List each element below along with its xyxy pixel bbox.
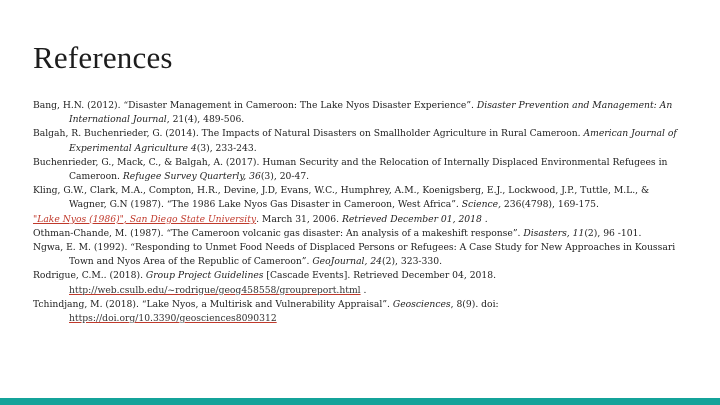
reference-item: Othman-Chande, M. (1987). “The Cameroon volcanic gas disaster: An analysis of a makeshift response”. Disasters, 11(2), 96 -101.	[33, 227, 642, 239]
doi-link[interactable]: https://doi.org/10.3390/geosciences8090312	[69, 313, 277, 325]
reference-item: Bang, H.N. (2012). “Disaster Management in Cameroon: The Lake Nyos Disaster Experience”. Disaster Prevention and Management: An International Journal, 21(4), 489-506.	[33, 100, 673, 126]
reference-item: Rodrigue, C.M.. (2018). Group Project Guidelines [Cascade Events]. Retrieved December 04, 2018. http://web.csulb.edu/~rodrigue/geog458558/groupreport.html .	[33, 270, 496, 296]
references-list	[33, 99, 685, 326]
reference-item: Buchenrieder, G., Mack, C., & Balgah, A. (2017). Human Security and the Relocation of Internally Displaced Environmental Refugees in Cameroon. Refugee Survey Quarterly, 36(3), 20-47.	[33, 156, 668, 183]
reference-link[interactable]: http://web.csulb.edu/~rodrigue/geog458558/groupreport.html	[69, 284, 361, 296]
reference-item: Tchindjang, M. (2018). “Lake Nyos, a Multirisk and Vulnerability Appraisal”. Geosciences, 8(9). doi: https://doi.org/10.3390/geosciences8090312	[33, 298, 499, 325]
reference-item: Kling, G.W., Clark, M.A., Compton, H.R., Devine, J.D, Evans, W.C., Humphrey, A.M., Koenigsberg, E.J., Lockwood, J.P., Tuttle, M.L., & Wagner, G.N (1987). “The 1986 Lake Nyos Gas Disaster in Cameroon, West Africa”. Science, 236(4798), 169-175.	[33, 185, 650, 211]
reference-item: "Lake Nyos (1986)", San Diego State University. March 31, 2006. Retrieved December 01, 2018 .	[33, 213, 488, 225]
reference-item: Balgah, R. Buchenrieder, G. (2014). The Impacts of Natural Disasters on Smallholder Agriculture in Rural Cameroon. American Journal of Experimental Agriculture 4(3), 233-243.	[33, 128, 677, 154]
slide-title: References	[33, 40, 173, 75]
reference-link[interactable]: "Lake Nyos (1986)", San Diego State University	[33, 213, 257, 225]
reference-item: Ngwa, E. M. (1992). “Responding to Unmet Food Needs of Displaced Persons or Refugees: A Case Study for New Approaches in Koussari Town and Nyos Area of the Republic of Cameroon”. GeoJournal, 24(2), 323-330.	[33, 242, 676, 268]
accent-bar	[0, 398, 720, 405]
